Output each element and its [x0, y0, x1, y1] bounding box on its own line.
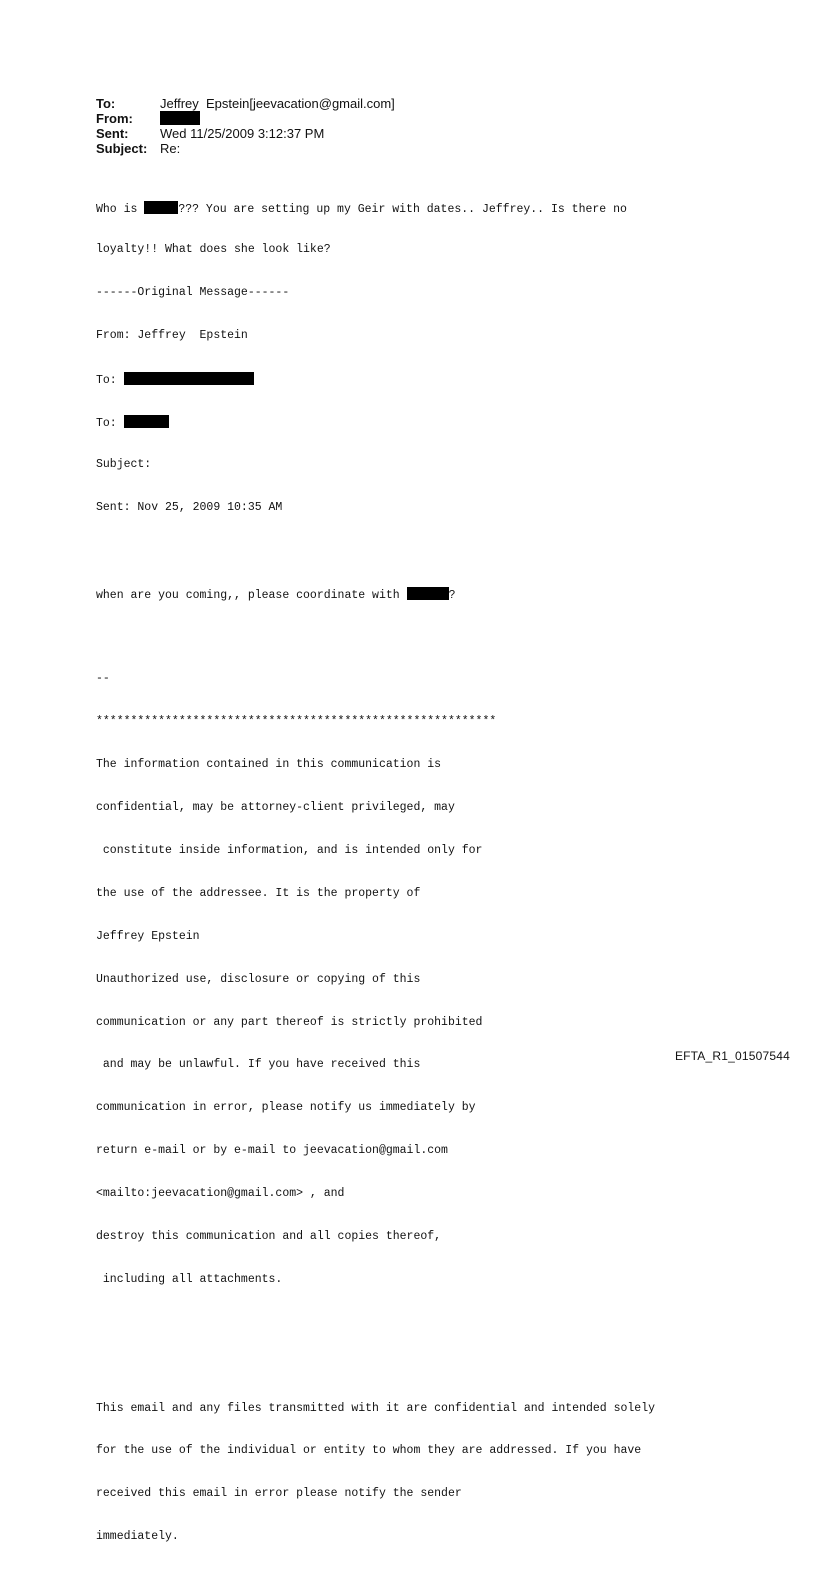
- from-row: [96, 111, 395, 126]
- disclaimer-line: confidential, may be attorney-client privileged, may: [96, 801, 455, 815]
- original-message-text: [96, 587, 776, 601]
- footer-notice-line: for the use of the individual or entity to whom they are addressed. If you have: [96, 1444, 642, 1458]
- to-row: [96, 96, 395, 111]
- disclaimer-line: communication in error, please notify us immediately by: [96, 1101, 476, 1115]
- asterisk-divider: **********************************************************: [96, 715, 497, 729]
- email-body: [96, 172, 776, 1573]
- redaction-box: [144, 201, 178, 214]
- redaction-box: [124, 415, 169, 428]
- disclaimer-line: and may be unlawful. If you have received this: [96, 1058, 421, 1072]
- disclaimer-line: The information contained in this communication is: [96, 758, 442, 772]
- reply-line: [96, 201, 776, 215]
- reply-text-start: Who is: [96, 202, 145, 216]
- original-message-start: when are you coming,, please coordinate with: [96, 588, 407, 602]
- original-sent: Sent: Nov 25, 2009 10:35 AM: [96, 500, 283, 514]
- subject-value: Re:: [160, 141, 181, 156]
- disclaimer-line: return e-mail or by e-mail to jeevacation@gmail.com: [96, 1144, 448, 1158]
- disclaimer-line: Jeffrey Epstein: [96, 929, 200, 943]
- from-label: From:: [96, 111, 133, 126]
- reply-text-end: ??? You are setting up my Geir with dates.. Jeffrey.. Is there no: [178, 202, 627, 216]
- footer-notice-line: This email and any files transmitted with it are confidential and intended solely: [96, 1401, 655, 1415]
- subject-label: Subject:: [96, 141, 148, 156]
- original-message-end: ?: [448, 588, 456, 602]
- disclaimer-line: <mailto:jeevacation@gmail.com> , and: [96, 1187, 345, 1201]
- disclaimer-line: the use of the addressee. It is the property of: [96, 886, 421, 900]
- disclaimer-line: including all attachments.: [96, 1272, 283, 1286]
- original-message-separator: ------Original Message------: [96, 286, 290, 300]
- redaction-box: [407, 587, 449, 600]
- disclaimer-line: communication or any part thereof is strictly prohibited: [96, 1015, 483, 1029]
- original-subject: Subject:: [96, 457, 152, 471]
- reply-line: loyalty!! What does she look like?: [96, 243, 331, 257]
- disclaimer-line: constitute inside information, and is intended only for: [96, 843, 483, 857]
- original-to: [96, 415, 776, 429]
- email-header: [96, 96, 395, 156]
- original-to-label: To:: [96, 374, 124, 388]
- sent-row: [96, 126, 395, 141]
- disclaimer-line: destroy this communication and all copies thereof,: [96, 1229, 442, 1243]
- document-id: EFTA_R1_01507544: [674, 1049, 790, 1063]
- original-to: [96, 372, 776, 386]
- to-label: To:: [96, 96, 116, 111]
- to-value: Jeffrey Epstein[jeevacation@gmail.com]: [160, 96, 395, 111]
- disclaimer-line: Unauthorized use, disclosure or copying of this: [96, 972, 421, 986]
- sent-value: Wed 11/25/2009 3:12:37 PM: [160, 126, 325, 141]
- signature-dashes: --: [96, 672, 110, 686]
- footer-notice-line: immediately.: [96, 1530, 179, 1544]
- subject-row: [96, 141, 395, 156]
- redaction-box: [124, 372, 254, 385]
- original-to-label: To:: [96, 417, 124, 431]
- redaction-box: [160, 111, 200, 125]
- sent-label: Sent:: [96, 126, 129, 141]
- footer-notice-line: received this email in error please notify the sender: [96, 1487, 462, 1501]
- original-from: From: Jeffrey Epstein: [96, 329, 248, 343]
